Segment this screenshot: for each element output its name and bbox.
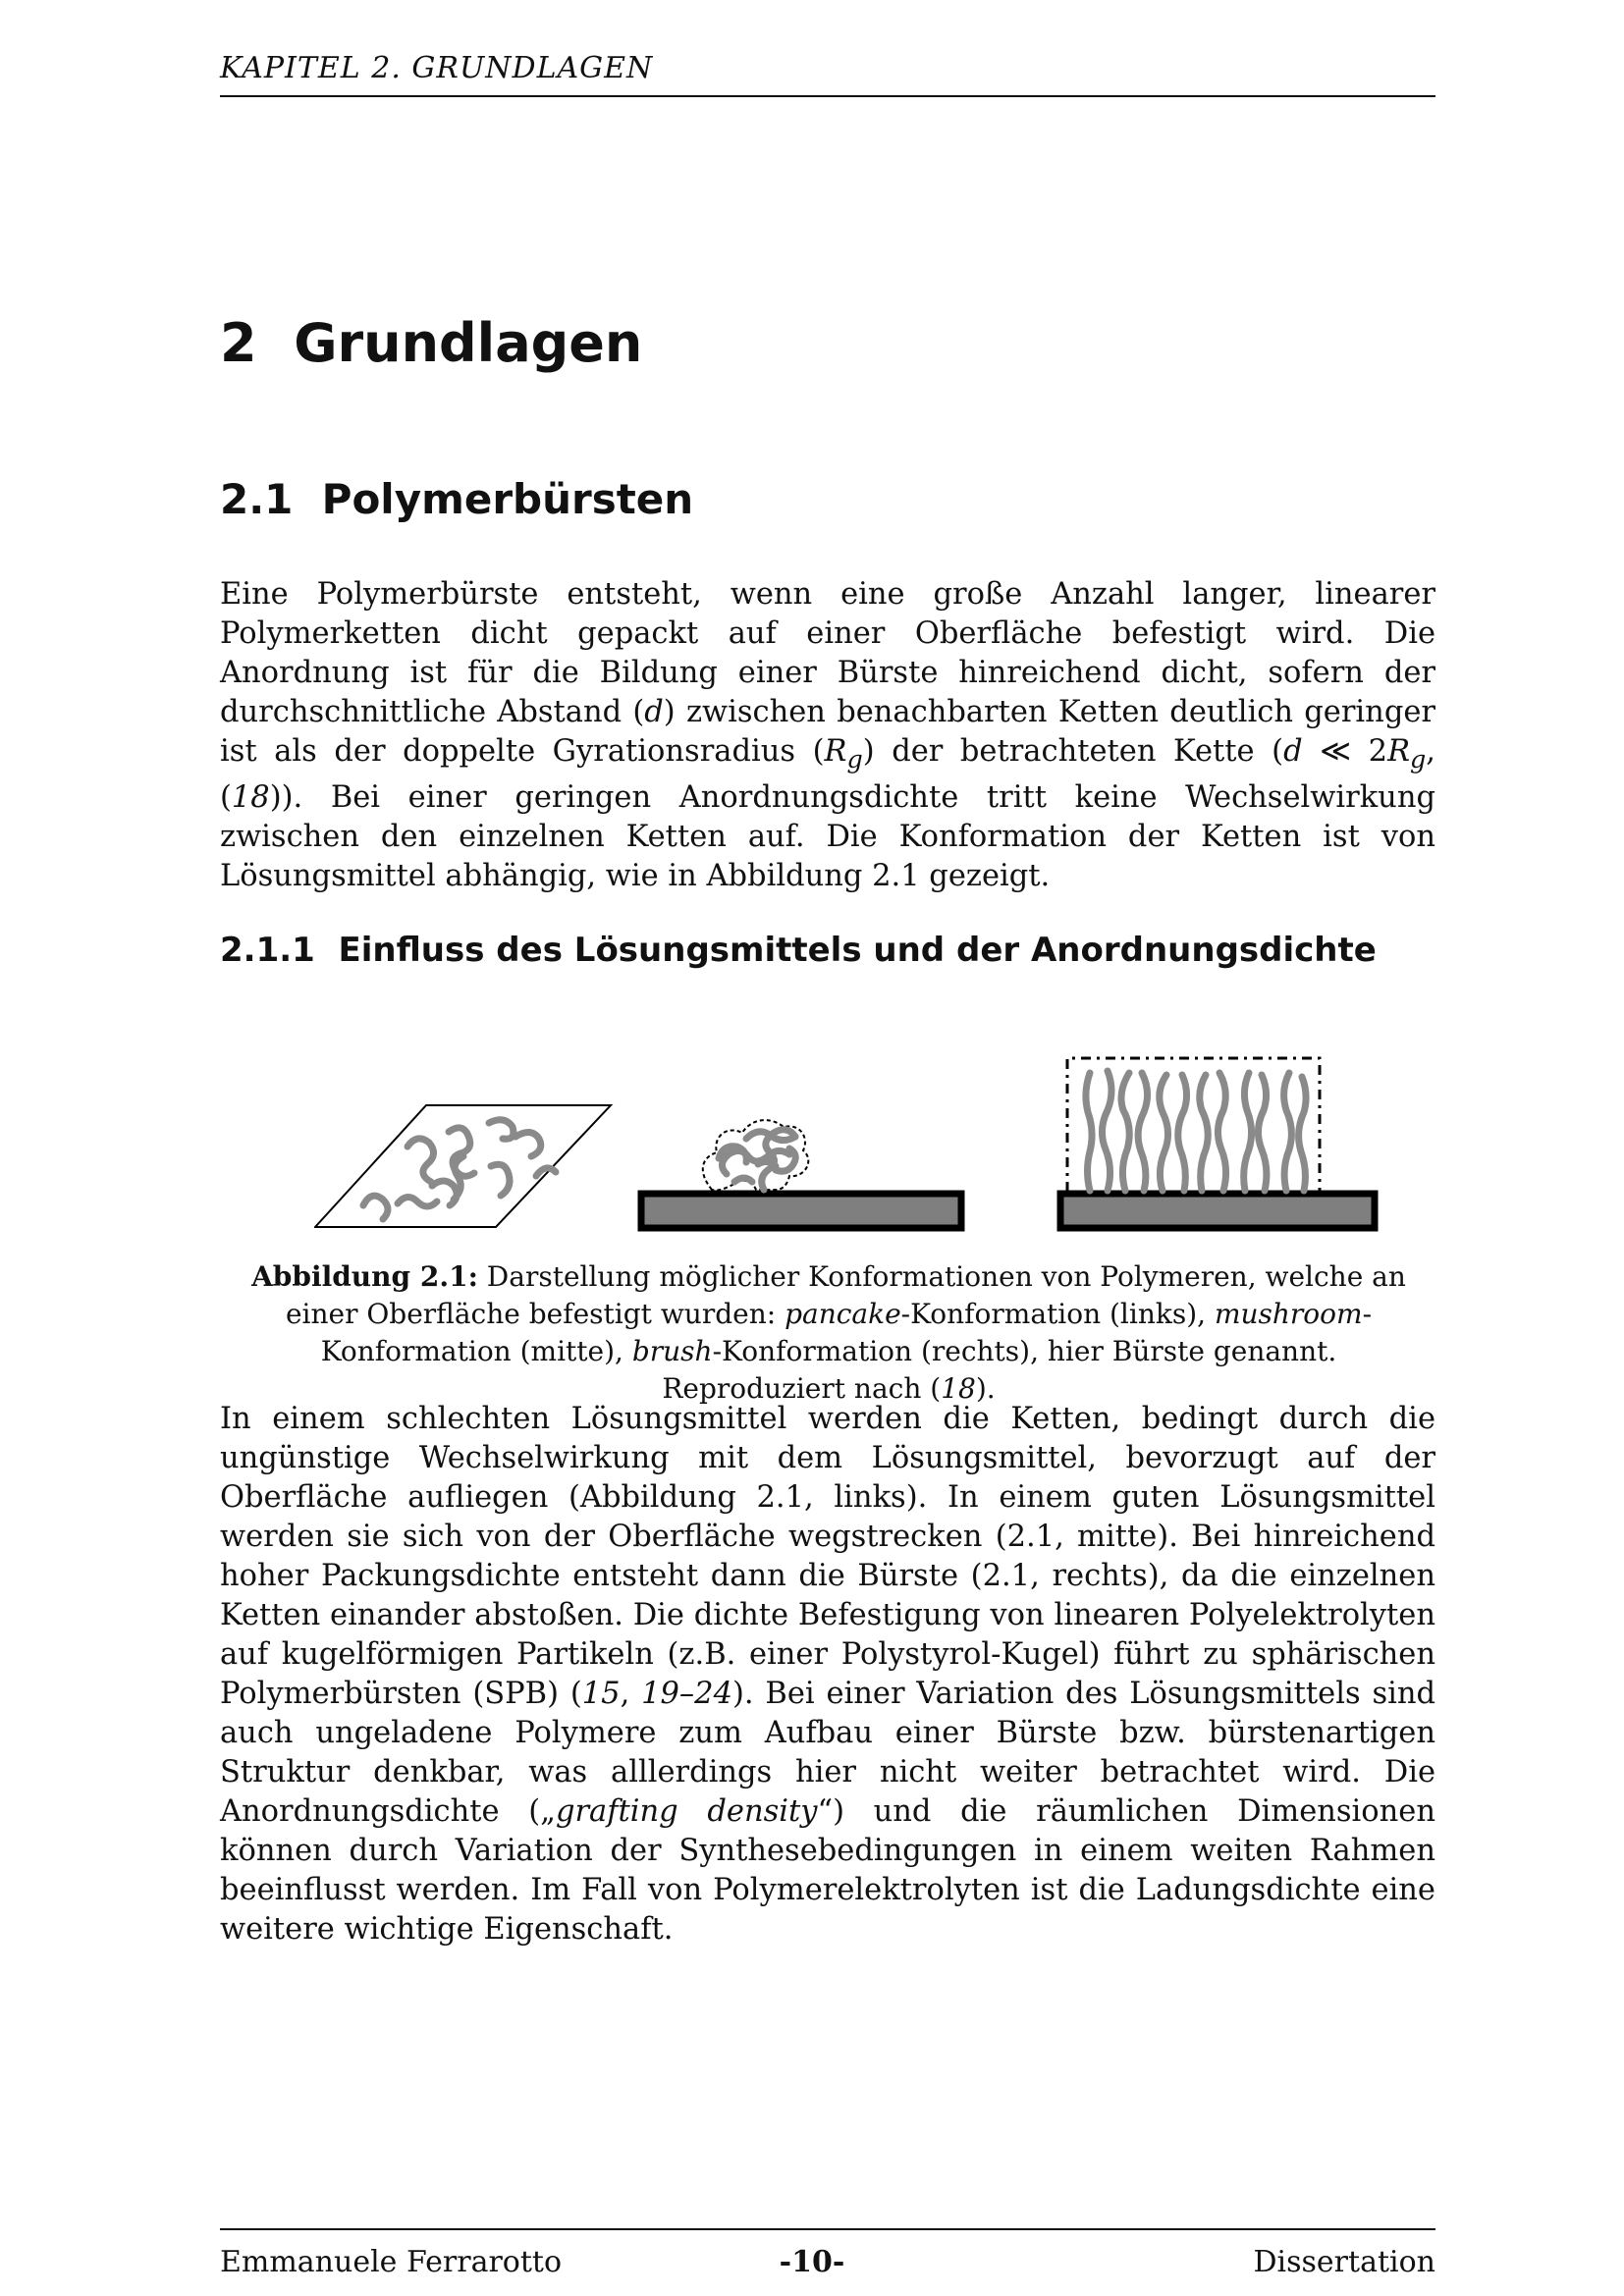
pancake-conformation: [315, 1105, 611, 1227]
citation-link[interactable]: 19–24: [641, 1677, 732, 1711]
section-title: Polymerbürsten: [321, 475, 694, 523]
subsection-heading: [220, 931, 1377, 970]
brush-conformation: [1060, 1058, 1375, 1228]
page-number: -10-: [779, 2245, 845, 2279]
citation-link[interactable]: 18: [231, 780, 270, 816]
subsection-number: 2.1.1: [220, 931, 315, 970]
footer-document-type: Dissertation: [1253, 2245, 1435, 2279]
figure-caption: Abbildung 2.1: Darstellung möglicher Konformationen von Polymeren, welche an einer Oberfläche befestigt wurden: pancake-Konformation (links), mushroom-Konformation (mitte), brush-Konformation (rechts), hier Bürste genannt. Reproduziert nach (18).: [251, 1260, 1406, 1405]
header-rule: [220, 95, 1435, 97]
paragraph-2: In einem schlechten Lösungsmittel werden die Ketten, bedingt durch die ungünstige Wechselwirkung mit dem Lösungsmittel, bevorzugt auf der Oberfläche aufliegen (Abbildung 2.1, links). In einem guten Lösungsmittel werden sie sich von der Oberfläche wegstrecken (2.1, mitte). Bei hinreichend hoher Packungsdichte entsteht dann die Bürste (2.1, rechts), da die einzelnen Ketten einander abstoßen. Die dichte Befestigung von linearen Polyelektrolyten auf kugelförmigen Partikeln (z.B. einer Polystyrol-Kugel) führt zu sphärischen Polymerbürsten (SPB) (15, 19–24). Bei einer Variation des Lösungsmittels sind auch ungeladene Polymere zum Aufbau einer Bürste bzw. bürstenartigen Struktur denkbar, was alllerdings hier nicht weiter betrachtet wird. Die Anordnungsdichte („grafting density“) und die räumlichen Dimensionen können durch Variation der Synthesebedingungen in einem weiten Rahmen beeinflusst werden. Im Fall von Polymerelektrolyten ist die Ladungsdichte eine weitere wichtige Eigenschaft.: [220, 1402, 1436, 1947]
subsection-title: Einfluss des Lösungsmittels und der Anordnungsdichte: [338, 931, 1377, 970]
citation-link[interactable]: 18: [941, 1372, 976, 1405]
citation-link[interactable]: 15: [581, 1677, 621, 1711]
chapter-heading: [220, 312, 642, 374]
paragraph-1: Eine Polymerbürste entsteht, wenn eine große Anzahl langer, linearer Polymerketten dicht gepackt auf einer Oberfläche befestigt wird. Die Anordnung ist für die Bildung einer Bürste hinreichend dicht, sofern der durchschnittliche Abstand (d) zwischen benachbarten Ketten deutlich geringer ist als der doppelte Gyrationsradius $(R_g)$ der betrachteten Kette (d ≪ $2R_g$, (18)). Bei einer geringen Anordnungsdichte tritt keine Wechselwirkung zwischen den einzelnen Ketten auf. Die Konformation der Ketten ist von Lösungsmittel abhängig, wie in Abbildung 2.1 gezeigt.: [220, 577, 1435, 894]
chapter-title: Grundlagen: [294, 312, 643, 374]
section-heading: [220, 475, 693, 523]
chapter-number: 2: [220, 312, 257, 374]
running-head: KAPITEL 2. GRUNDLAGEN: [220, 51, 654, 85]
mushroom-conformation: [641, 1120, 961, 1228]
footer-author: Emmanuele Ferrarotto: [220, 2245, 563, 2279]
section-number: 2.1: [220, 475, 294, 523]
figure-label: Abbildung 2.1:: [251, 1260, 478, 1293]
footer-rule: [220, 2228, 1435, 2230]
figure-conformations: [314, 1048, 1394, 1245]
